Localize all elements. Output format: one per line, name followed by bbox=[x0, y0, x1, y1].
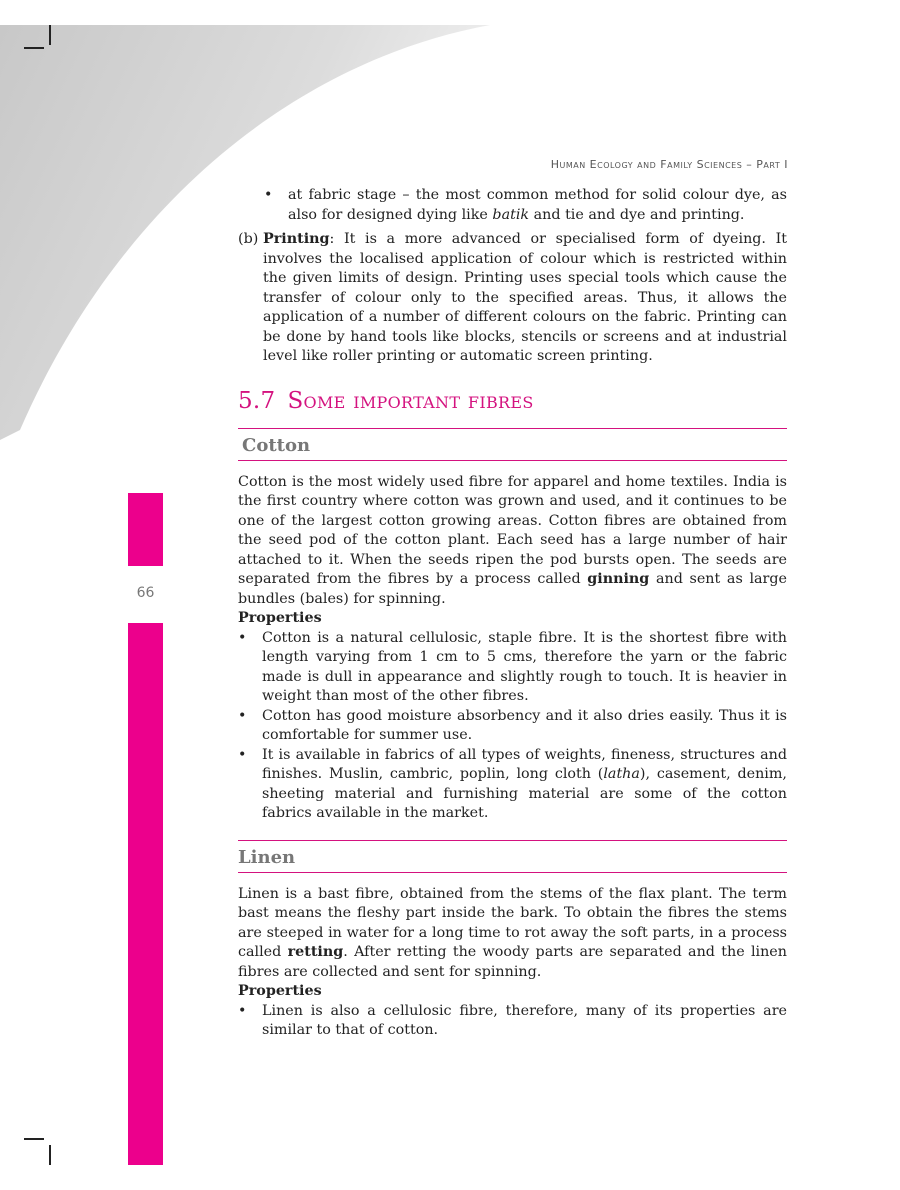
italic-term: batik bbox=[492, 206, 530, 223]
list-item: • Cotton is a natural cellulosic, staple fibre. It is the shortest fibre with length varying from 1 cm to 5 cms, therefore the yarn or the fabric made is dull in appearance and slightly rough to touch. It is heavier in weight than most of the other fibres. bbox=[238, 629, 787, 707]
section-heading bbox=[238, 388, 787, 414]
crop-mark bbox=[24, 47, 44, 49]
cotton-properties-list bbox=[238, 629, 787, 824]
list-marker: (b) bbox=[238, 231, 259, 247]
cotton-paragraph: Cotton is the most widely used fibre for apparel and home textiles. India is the first country where cotton was grown and used, and it continues to be one of the largest cotton growing areas. Cotton fibres are obtained from the seed pod of the cotton plant. Each seed has a large number of hair attached to it. When the seeds ripen the pod bursts open. The seeds are separated from the fibres by a process called ginning and sent as large bundles (bales) for spinning. bbox=[238, 473, 787, 607]
list-item: • Cotton has good moisture absorbency and it also dries easily. Thus it is comfortable for summer use. bbox=[238, 707, 787, 746]
list-item: • at fabric stage – the most common method for solid colour dye, as also for designed dying like batik and tie and dye and printing. bbox=[264, 186, 787, 225]
italic-term: latha bbox=[603, 766, 640, 782]
sidebar-accent-bar-bottom bbox=[128, 623, 163, 1165]
list-item: • Linen is also a cellulosic fibre, therefore, many of its properties are similar to that of cotton. bbox=[238, 1002, 787, 1041]
bold-term: ginning bbox=[587, 571, 650, 587]
page-number: 66 bbox=[136, 585, 155, 601]
crop-mark bbox=[24, 1138, 44, 1140]
bold-term: retting bbox=[287, 944, 344, 960]
sidebar-accent-bar-top bbox=[128, 493, 163, 566]
section-number: 5.7 bbox=[238, 387, 276, 414]
subheading-cotton: Cotton bbox=[238, 428, 787, 461]
properties-label: Properties bbox=[238, 610, 322, 626]
running-head: Human Ecology and Family Sciences – Part I bbox=[550, 158, 788, 171]
intro-bullet-list bbox=[238, 186, 787, 225]
properties-label: Properties bbox=[238, 983, 322, 999]
linen-properties-list bbox=[238, 1002, 787, 1041]
crop-mark bbox=[49, 25, 51, 45]
section-title: Some important fibres bbox=[287, 387, 534, 414]
printing-paragraph: (b) Printing: It is a more advanced or specialised form of dyeing. It involves the localised application of colour which is restricted within the given limits of design. Printing uses special tools which cause the transfer of colour only to the specified areas. Thus, it allows the application of a number of different colours on the fabric. Printing can be done by hand tools like blocks, stencils or screens and at industrial level like roller printing or automatic screen printing. bbox=[238, 231, 787, 364]
page-content bbox=[238, 186, 787, 1041]
linen-paragraph: Linen is a bast fibre, obtained from the stems of the flax plant. The term bast means the fleshy part inside the bark. To obtain the fibres the stems are steeped in water for a long time to rot away the soft parts, in a process called retting. After retting the woody parts are separated and the linen fibres are collected and sent for spinning. bbox=[238, 885, 787, 980]
subheading-linen: Linen bbox=[238, 840, 787, 873]
crop-mark bbox=[49, 1145, 51, 1165]
bold-term: Printing bbox=[263, 231, 330, 247]
list-item: • It is available in fabrics of all types of weights, fineness, structures and finishes. Muslin, cambric, poplin, long cloth (latha), casement, denim, sheeting material and furnishing material are some of the cotton fabrics available in the market. bbox=[238, 746, 787, 824]
